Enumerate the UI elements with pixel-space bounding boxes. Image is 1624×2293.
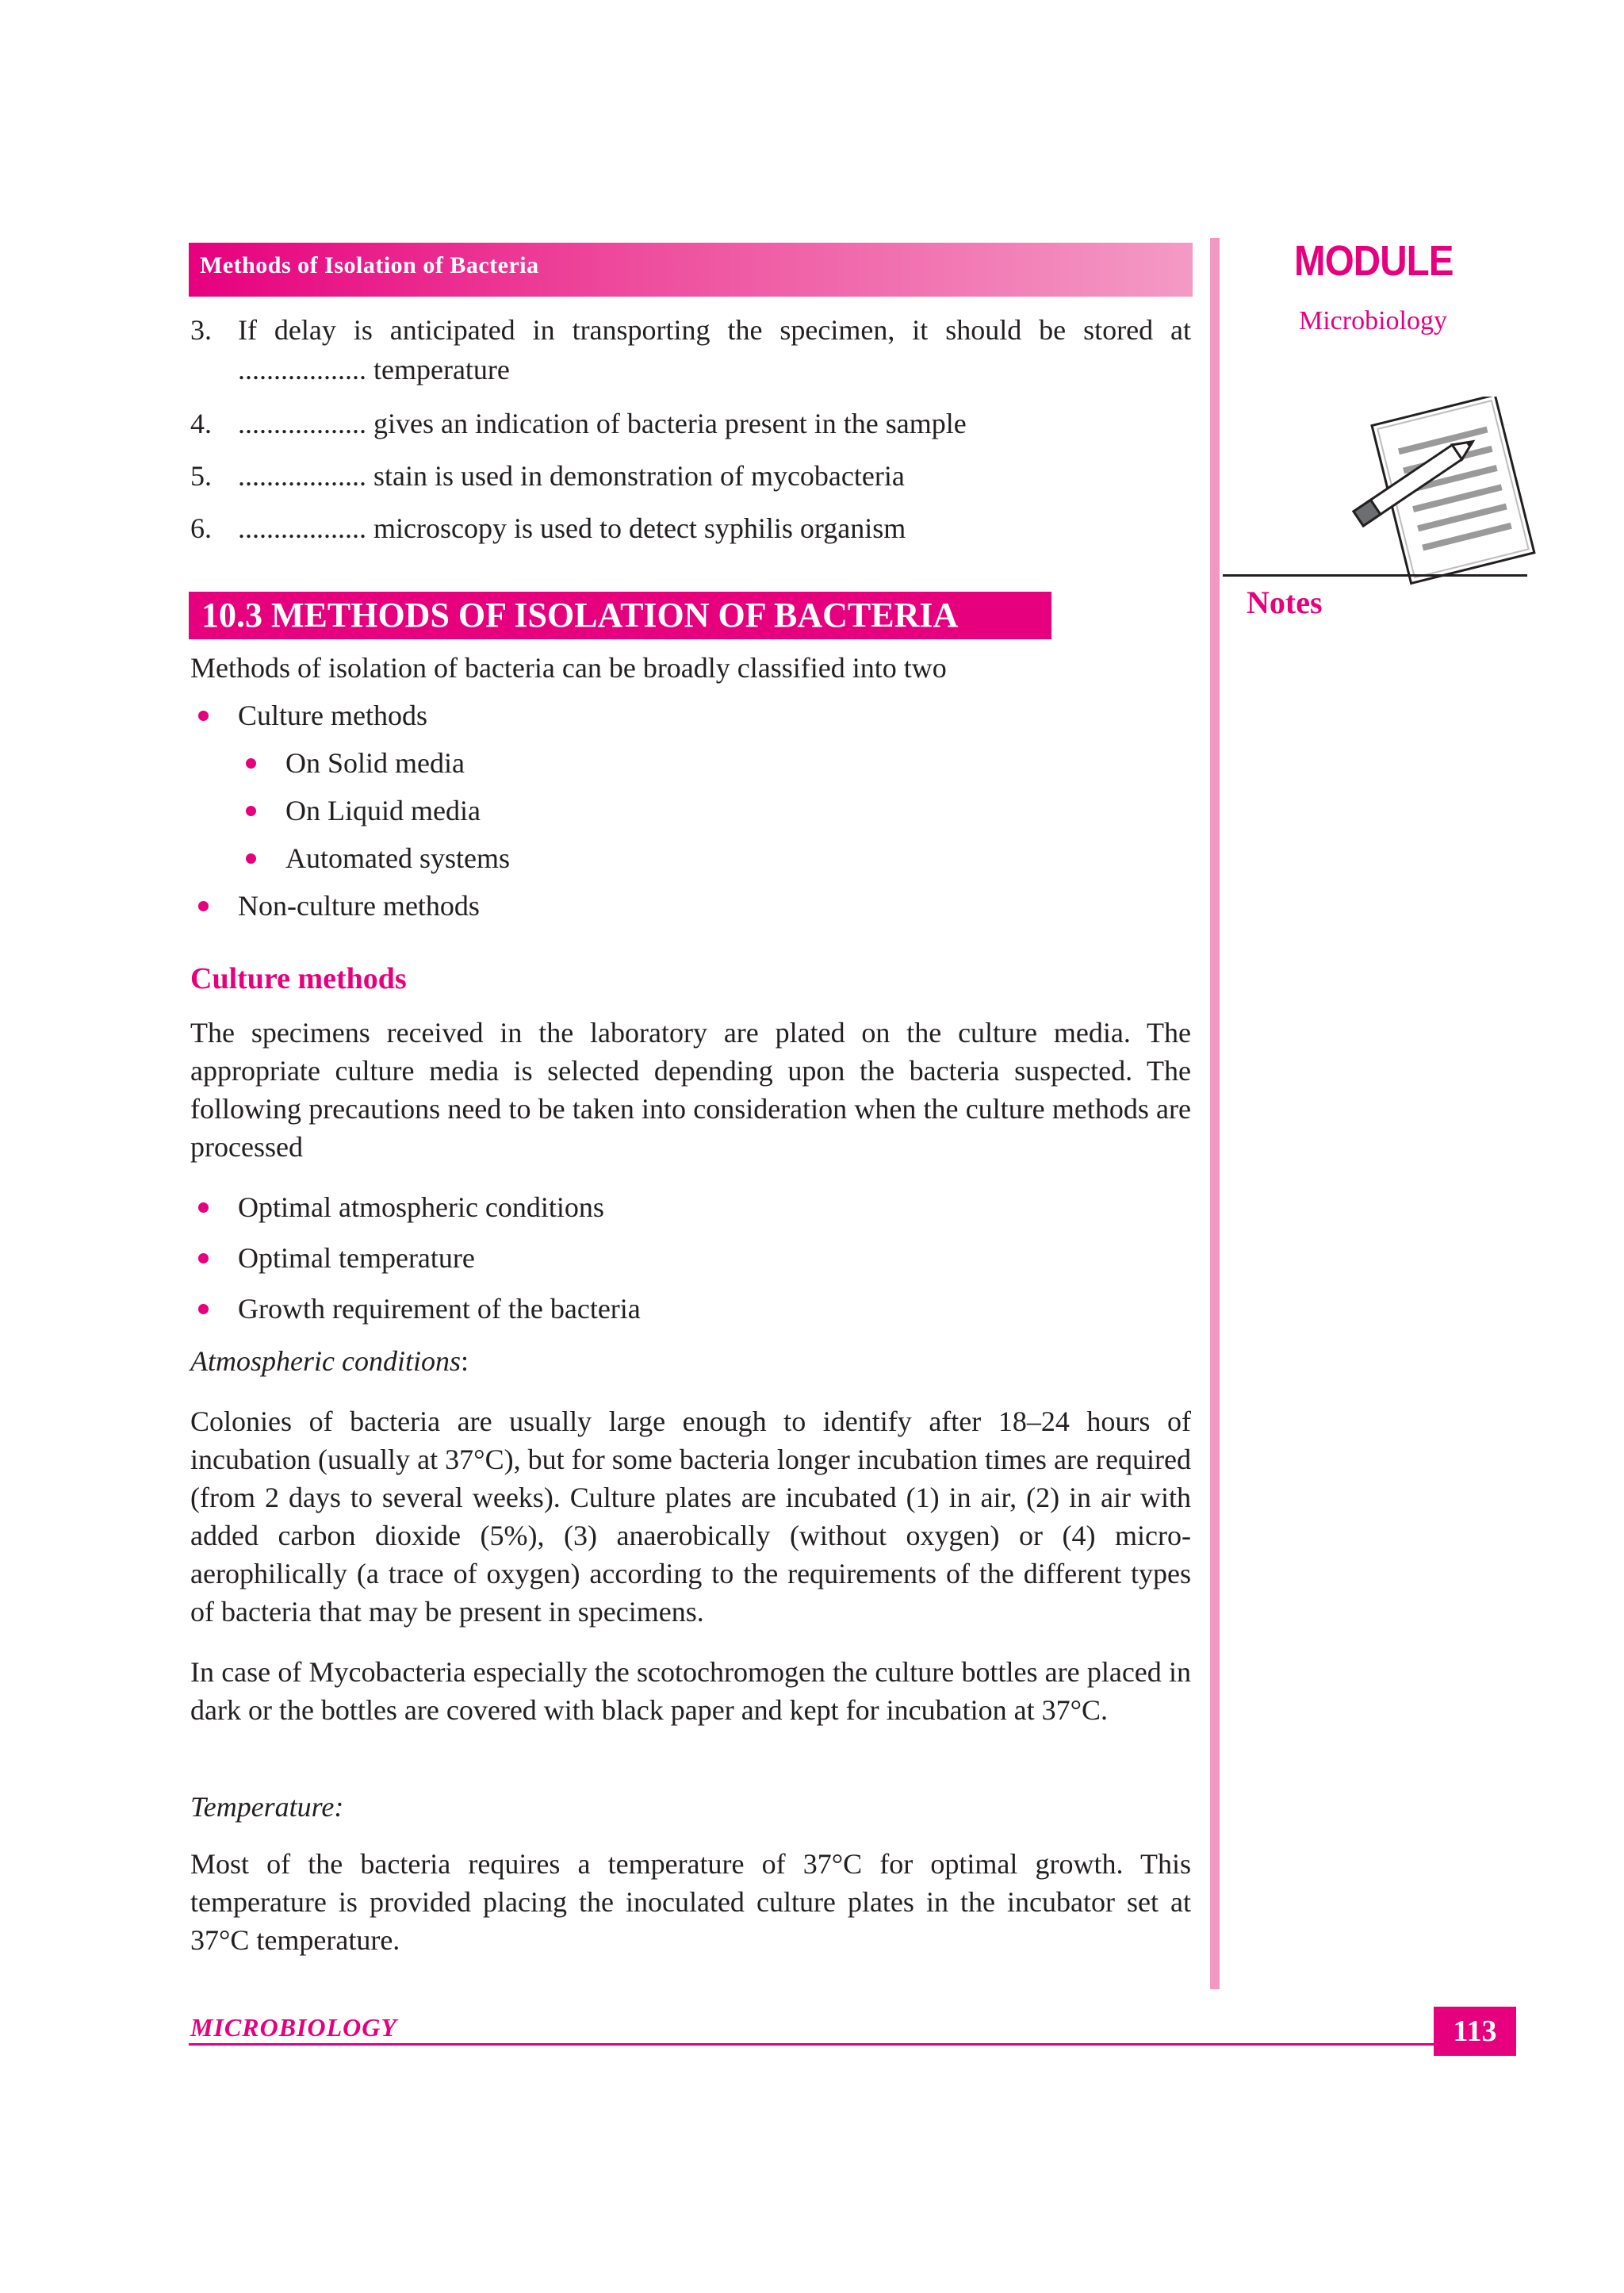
notes-pencil-icon (1316, 397, 1538, 603)
subsection-heading: Culture methods (190, 962, 407, 995)
bullet-icon (246, 853, 256, 864)
section-intro: Methods of isolation of bacteria can be broadly classified into two (190, 652, 947, 684)
page-number: 113 (1453, 2015, 1497, 2048)
margin-rule (1210, 238, 1220, 1989)
bullet-icon (198, 1202, 209, 1213)
question-number: 5. (190, 460, 212, 492)
question-text: If delay is anticipated in transporting the specimen, it should be stored at (238, 314, 1191, 346)
module-subject: Microbiology (1299, 306, 1447, 336)
bullet-icon (198, 1304, 209, 1314)
question-text-continued: .................. temperature (238, 354, 510, 385)
list-item: On Liquid media (285, 795, 481, 826)
list-item: Culture methods (238, 700, 427, 731)
notes-label: Notes (1247, 585, 1323, 620)
question-text: .................. stain is used in demonstration of mycobacteria (238, 460, 905, 492)
list-item: Automated systems (285, 842, 510, 874)
running-header-title: Methods of Isolation of Bacteria (200, 252, 539, 278)
footer-rule (189, 2043, 1513, 2046)
subheading-colon: : (460, 1345, 469, 1377)
question-text: .................. gives an indication of bacteria present in the sample (238, 408, 967, 439)
bullet-icon (246, 806, 256, 816)
footer-subject: MICROBIOLOGY (190, 2013, 397, 2042)
section-heading: 10.3 METHODS OF ISOLATION OF BACTERIA (201, 596, 959, 635)
question-number: 6. (190, 512, 212, 544)
paragraph: Most of the bacteria requires a temperature of 37°C for optimal growth. This temperature is provided placing the inoculated culture plates in the incubator set at 37°C temperature. (190, 1848, 1191, 1956)
list-item: On Solid media (285, 747, 465, 779)
list-item: Optimal atmospheric conditions (238, 1191, 604, 1223)
question-text: .................. microscopy is used to detect syphilis organism (238, 512, 906, 544)
module-title: MODULE (1294, 237, 1454, 285)
list-item: Growth requirement of the bacteria (238, 1293, 641, 1325)
paragraph: Colonies of bacteria are usually large enough to identify after 18–24 hours of incubation (usually at 37°C), but for some bacteria longer incubation times are required (from 2 days to several weeks). Culture plates are incubated (1) in air, (2) in air with added carbon dioxide (5%), (3) anaerobically (without oxygen) or (4) micro-aerophilically (a trace of oxygen) according to the requirements of the different types of bacteria that may be present in specimens. (190, 1405, 1191, 1628)
list-item: Non-culture methods (238, 890, 480, 922)
bullet-icon (246, 758, 256, 769)
paragraph: In case of Mycobacteria especially the scotochromogen the culture bottles are placed in dark or the bottles are covered with black paper and kept for incubation at 37°C. (190, 1656, 1191, 1726)
bullet-icon (198, 901, 209, 911)
subheading-atmospheric (190, 1342, 469, 1380)
list-item: Optimal temperature (238, 1242, 475, 1274)
question-number: 4. (190, 408, 212, 439)
notes-rule (1223, 574, 1527, 577)
paragraph: The specimens received in the laboratory are plated on the culture media. The appropriate culture media is selected depending upon the bacteria suspected. The following precautions need to be taken into consideration when the culture methods are processed (190, 1017, 1191, 1163)
bullet-icon (198, 711, 209, 721)
subheading-atmospheric-text: Atmospheric conditions (190, 1345, 461, 1377)
subheading-temperature: Temperature: (190, 1791, 344, 1823)
question-number: 3. (190, 314, 212, 346)
bullet-icon (198, 1253, 209, 1263)
